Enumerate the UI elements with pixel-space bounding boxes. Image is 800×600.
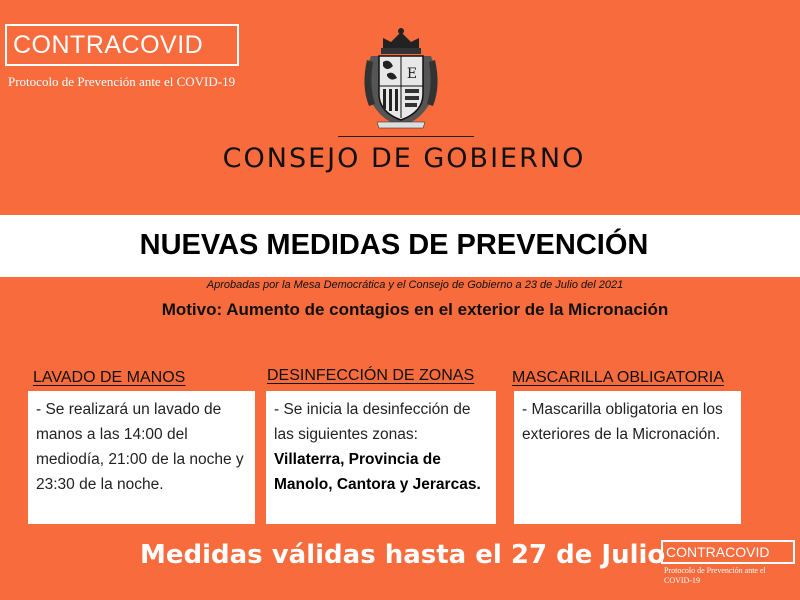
measure-zones-disinfection: Villaterra, Provincia de Manolo, Cantora y Jerarcas. <box>274 451 481 493</box>
council-title: CONSEJO DE GOBIERNO <box>222 143 586 174</box>
measure-text-handwashing: - Se realizará un lavado de manos a las 14:00 del mediodía, 21:00 de la noche y 23:30 de la noche. <box>36 401 244 493</box>
main-title: NUEVAS MEDIDAS DE PREVENCIÓN <box>139 229 649 261</box>
logo-name: CONTRACOVID <box>13 31 204 59</box>
validity-text: Medidas válidas hasta el 27 de Julio <box>140 540 666 570</box>
coat-of-arms-icon <box>361 26 441 130</box>
contracovid-logo-small <box>661 540 795 564</box>
measure-text-disinfection: - Se inicia la desinfección de las siguientes zonas: <box>274 401 471 443</box>
motive-text: Motivo: Aumento de contagios en el exterior de la Micronación <box>161 300 669 319</box>
approval-note: Aprobadas por la Mesa Democrática y el Consejo de Gobierno a 23 de Julio del 2021 <box>206 279 624 291</box>
logo-subtitle-small: Protocolo de Prevención ante el COVID-19 <box>664 566 766 585</box>
header-divider <box>338 136 474 137</box>
logo-subtitle: Protocolo de Prevención ante el COVID-19 <box>8 74 236 89</box>
measure-title-disinfection: DESINFECCIÓN DE ZONAS <box>267 367 475 384</box>
measure-card-disinfection <box>266 391 496 524</box>
svg-text:E: E <box>406 66 418 82</box>
measure-title-handwashing: LAVADO DE MANOS <box>33 369 186 386</box>
logo-name-small: CONTRACOVID <box>666 544 770 560</box>
measure-title-mask: MASCARILLA OBLIGATORIA <box>512 369 724 386</box>
measure-card-mask <box>514 391 741 524</box>
measure-card-handwashing <box>28 391 255 524</box>
measure-text-mask: - Mascarilla obligatoria en los exteriores de la Micronación. <box>522 401 723 443</box>
contracovid-logo <box>5 24 239 66</box>
